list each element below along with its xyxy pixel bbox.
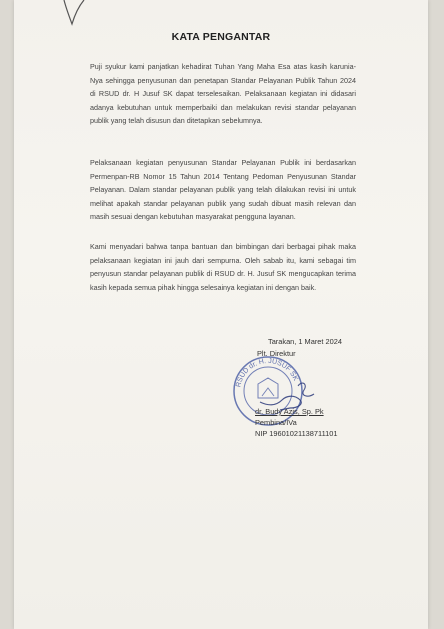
signature-place-date: Tarakan, 1 Maret 2024 xyxy=(268,337,342,346)
paragraph-1: Puji syukur kami panjatkan kehadirat Tuhan Yang Maha Esa atas kasih karunia-Nya sehingga penyusunan dan penetapan Standar Pelayanan Publik Tahun 2024 di RSUD dr. H Jusuf SK dapat terselesaikan. Pelaksanaan kegiatan ini didasari adanya kebutuhan untuk memperbaiki dan melakukan revisi standar pelayanan publik yang telah disusun dan ditetapkan sebelumnya. xyxy=(90,62,356,125)
paragraph-2: Pelaksanaan kegiatan penyusunan Standar Pelayanan Publik ini berdasarkan Permenpan-RB Nomor 15 Tahun 2014 Tentang Pedoman Penyusunan Standar Pelayanan. Dalam standar pelayanan publik yang telah dilakukan revisi ini untuk melihat apakah standar pelayanan publik yang sudah dibuat masih relevan dan masih sesuai dengan kebutuhan masyarakat pengguna layanan. xyxy=(90,158,356,221)
signatory-name: dr. Budy Azis, Sp. Pk xyxy=(255,407,324,416)
signature-position: Plt. Direktur xyxy=(257,349,296,358)
signatory-rank: Pembina/IVa xyxy=(255,418,297,427)
document-page xyxy=(14,0,428,629)
page-title: KATA PENGANTAR xyxy=(171,31,271,43)
paragraph-3: Kami menyadari bahwa tanpa bantuan dan bimbingan dari berbagai pihak maka pelaksanaan kegiatan ini jauh dari sempurna. Oleh sabab itu, kami sebagai tim penyusun standar pelayanan publik di RSUD dr. H. Jusuf SK mengucapkan terima kasih kepada semua pihak hingga selesainya kegiatan ini dengan baik. xyxy=(90,242,356,292)
svg-text:RSUD dr. H. JUSUF SK: RSUD dr. H. JUSUF SK xyxy=(235,357,299,388)
signatory-nip: NIP 19601021138711101 xyxy=(255,429,338,438)
signature-block xyxy=(14,0,428,629)
